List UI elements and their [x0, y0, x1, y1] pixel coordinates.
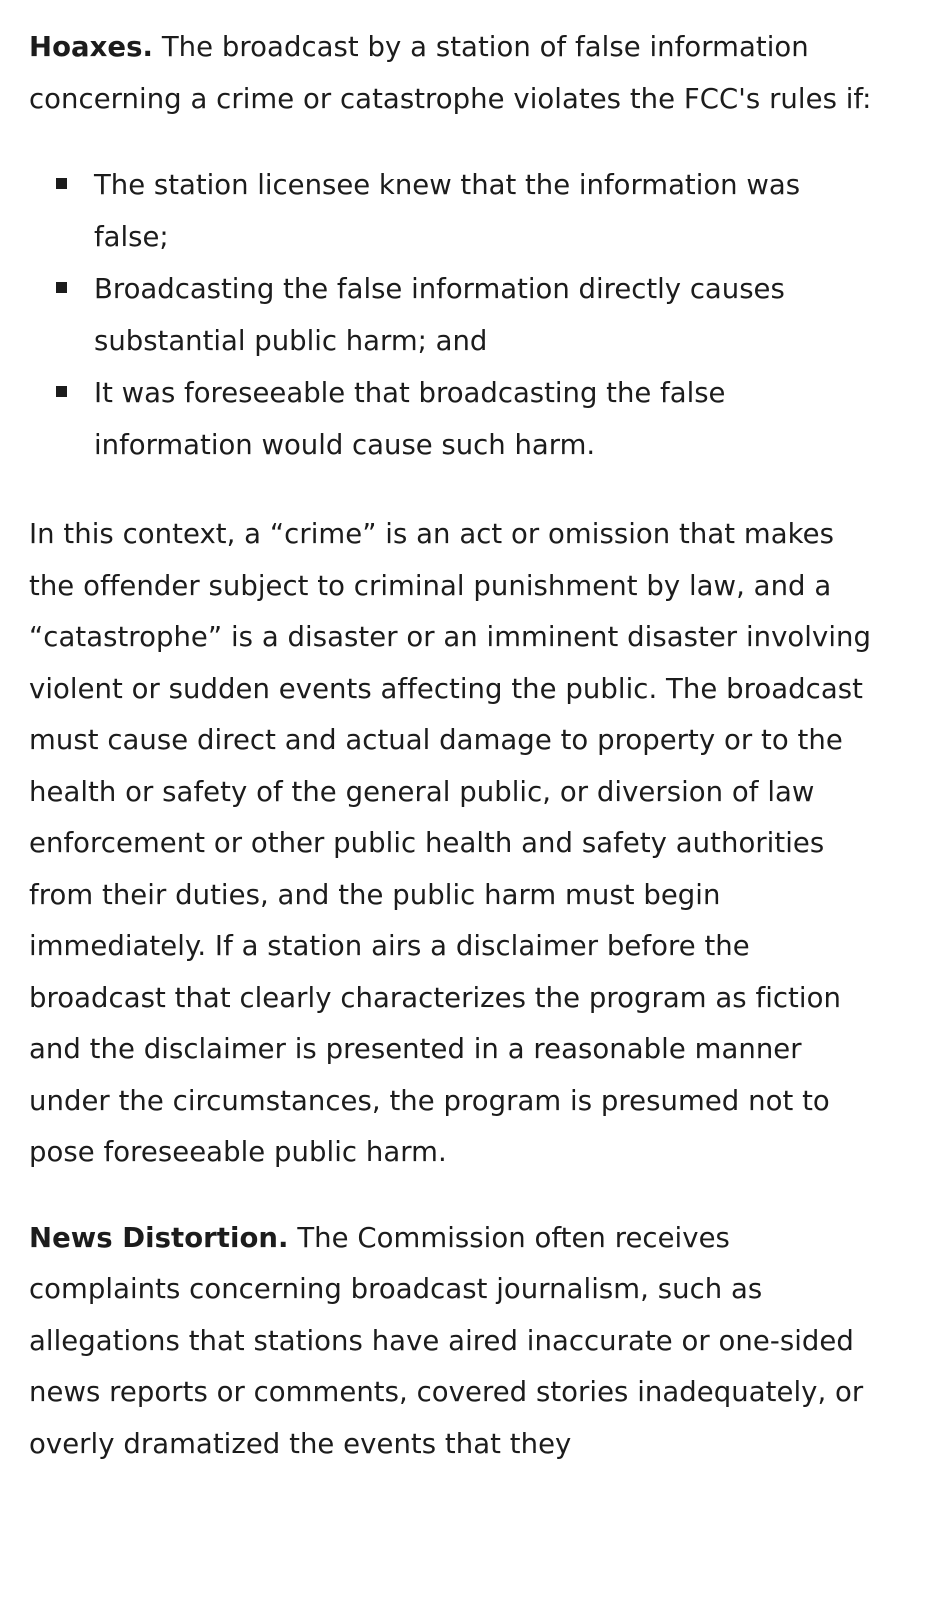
list-item-text: It was foreseeable that broadcasting the false information would cause such harm.: [94, 377, 726, 461]
paragraph-news-distortion: [29, 1213, 881, 1471]
list-item-text: Broadcasting the false information directly causes substantial public harm; and: [94, 273, 785, 357]
paragraph-lead-hoaxes: Hoaxes.: [29, 31, 154, 63]
list-item: [29, 263, 881, 367]
square-bullet-icon: [56, 263, 67, 315]
paragraph-context: [29, 509, 881, 1179]
list-hoaxes-conditions: [29, 159, 881, 471]
paragraph-body-news-distortion: The Commission often receives complaints concerning broadcast journalism, such as allegations that stations have aired inaccurate or one-sided news reports or comments, covered stories inadequately, or overly dramatized the events that they: [29, 1221, 864, 1460]
square-bullet-icon: [56, 159, 67, 211]
list-item: [29, 159, 881, 263]
square-bullet-icon: [56, 367, 67, 419]
paragraph-body-context: In this context, a “crime” is an act or omission that makes the offender subject to criminal punishment by law, and a “catastrophe” is a disaster or an imminent disaster involving violent or sudden events affecting the public. The broadcast must cause direct and actual damage to property or to the health or safety of the general public, or diversion of law enforcement or other public health and safety authorities from their duties, and the public harm must begin immediately. If a station airs a disclaimer before the broadcast that clearly characterizes the program as fiction and the disclaimer is presented in a reasonable manner under the circumstances, the program is presumed not to pose foreseeable public harm.: [29, 518, 872, 1168]
list-item-text: The station licensee knew that the information was false;: [94, 169, 801, 253]
list-item: [29, 367, 881, 471]
paragraph-body-hoaxes: The broadcast by a station of false information concerning a crime or catastrophe violates the FCC's rules if:: [29, 31, 872, 115]
paragraph-hoaxes: [29, 22, 881, 125]
paragraph-lead-news-distortion: News Distortion.: [29, 1221, 289, 1254]
